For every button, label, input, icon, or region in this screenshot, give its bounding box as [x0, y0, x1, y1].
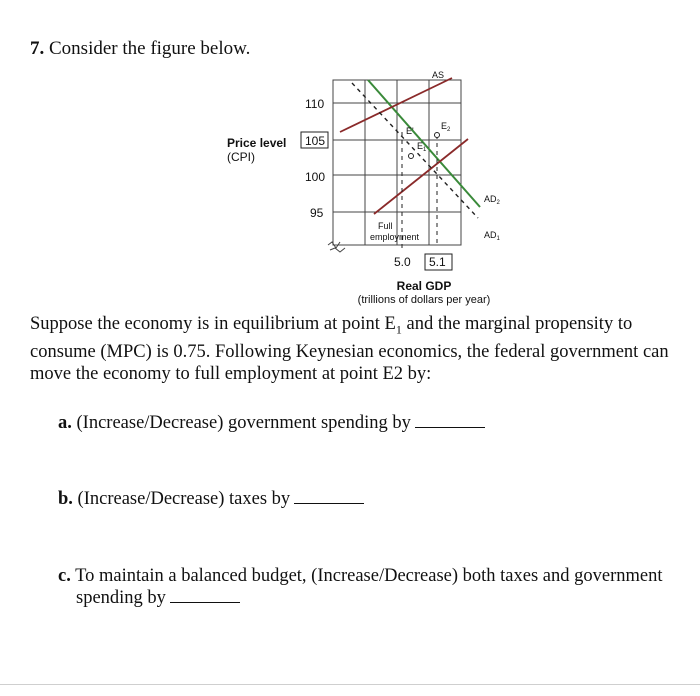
y-tick-95: 95 — [310, 206, 324, 220]
e1-label: $E_1$ — [417, 141, 427, 153]
y-tick-100: 100 — [305, 170, 326, 184]
y-axis-title: Price level — [227, 136, 287, 150]
part-b — [58, 488, 364, 510]
y-tick-110: 110 — [305, 97, 325, 111]
e-prime-label: E' — [406, 126, 414, 136]
full-employment-label-line2: employment — [370, 232, 420, 242]
bottom-divider — [0, 684, 700, 685]
ad2-label: $AD_2$ — [484, 194, 500, 206]
part-c-text: To maintain a balanced budget, (Increase/Decrease) both taxes and government spending by — [75, 566, 663, 608]
x-axis-subtitle: (trillions of dollars per year) — [357, 294, 491, 306]
as-label: AS — [432, 70, 445, 80]
part-b-answer-blank[interactable] — [294, 488, 364, 504]
part-c-answer-blank[interactable] — [170, 587, 240, 603]
x-axis-title: Real GDP — [396, 279, 452, 293]
part-c — [58, 565, 676, 609]
e1-point — [409, 154, 414, 159]
x-tick-5-1: 5.1 — [429, 255, 446, 269]
part-b-text: (Increase/Decrease) taxes by — [77, 489, 291, 509]
e2-point — [435, 133, 440, 138]
part-c-letter: c. — [58, 566, 71, 586]
y-tick-105: 105 — [305, 134, 326, 148]
question-prompt: Consider the figure below. — [49, 38, 251, 59]
scenario-paragraph: Suppose the economy is in equilibrium at point $E_1$ and the marginal propensity to consume (MPC) is 0.75. Following Keynesian economics, the federal government can move the economy to full employment at point E2 by: — [30, 314, 669, 384]
ad1-label: $AD_1$ — [484, 230, 500, 242]
part-b-letter: b. — [58, 489, 73, 509]
part-a-text: (Increase/Decrease) government spending by — [76, 413, 411, 433]
part-a-answer-blank[interactable] — [415, 412, 485, 428]
full-employment-label-line1: Full — [378, 221, 393, 231]
ad-as-figure — [0, 0, 700, 310]
e2-label: $E_2$ — [441, 121, 451, 133]
axis-break-icon — [328, 242, 345, 252]
x-tick-5-0: 5.0 — [394, 255, 411, 269]
ad2-curve — [340, 78, 452, 132]
part-a — [58, 412, 485, 434]
part-a-letter: a. — [58, 413, 72, 433]
y-axis-subtitle: (CPI) — [227, 150, 255, 164]
question-number: 7. — [30, 38, 45, 59]
